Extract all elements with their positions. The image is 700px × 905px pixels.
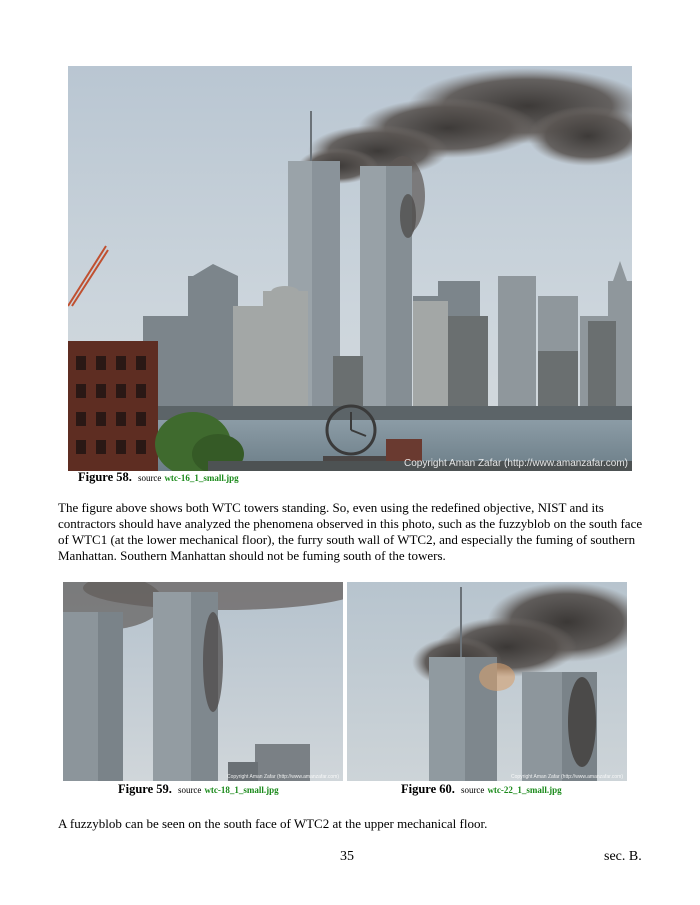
figure-60-label: Figure 60. (401, 782, 455, 796)
figure-60-photo (347, 582, 627, 781)
figure-59-photo (63, 582, 343, 781)
body-paragraph-1: The figure above shows both WTC towers standing. So, even using the redefined objective, NIST and its contractors should have analyzed the phenomena observed in this photo, such as the fuzzyblob on the south face of WTC1 (at the lower mechanical floor), the furry south wall of WTC2, and especially the fuming of southern Manhattan. Southern Manhattan should not be fuming south of the towers. (58, 500, 643, 563)
figure-58-caption (78, 470, 239, 485)
figure-59-label: Figure 59. (118, 782, 172, 796)
body-paragraph-2: A fuzzyblob can be seen on the south face of WTC2 at the upper mechanical floor. (58, 816, 488, 831)
figure-58-copyright: Copyright Aman Zafar (http://www.amanzafar.com) (404, 458, 628, 469)
brick-building (68, 341, 158, 471)
figure-59-source-word: source (177, 785, 202, 795)
skyline-photo-image (68, 66, 632, 471)
figure-58-source-word: source (137, 473, 162, 483)
figure-58-source-file: wtc-16_1_small.jpg (164, 473, 239, 483)
figure-60-source-file: wtc-22_1_small.jpg (487, 785, 562, 795)
towers-closeup-image (63, 582, 343, 781)
figure-60-copyright: Copyright Aman Zafar (http://www.amanzafar.com) (511, 774, 623, 780)
figure-59-source-file: wtc-18_1_small.jpg (204, 785, 279, 795)
figure-59-caption (118, 782, 279, 797)
figure-58-label: Figure 58. (78, 470, 132, 484)
figure-60-source-word: source (460, 785, 485, 795)
section-label: sec. B. (604, 849, 642, 864)
figure-60-caption (401, 782, 562, 797)
burning-towers-image (347, 582, 627, 781)
page-number: 35 (340, 849, 354, 864)
figure-58-photo (68, 66, 632, 471)
figure-59-copyright: Copyright Aman Zafar (http://www.amanzafar.com) (227, 774, 339, 780)
